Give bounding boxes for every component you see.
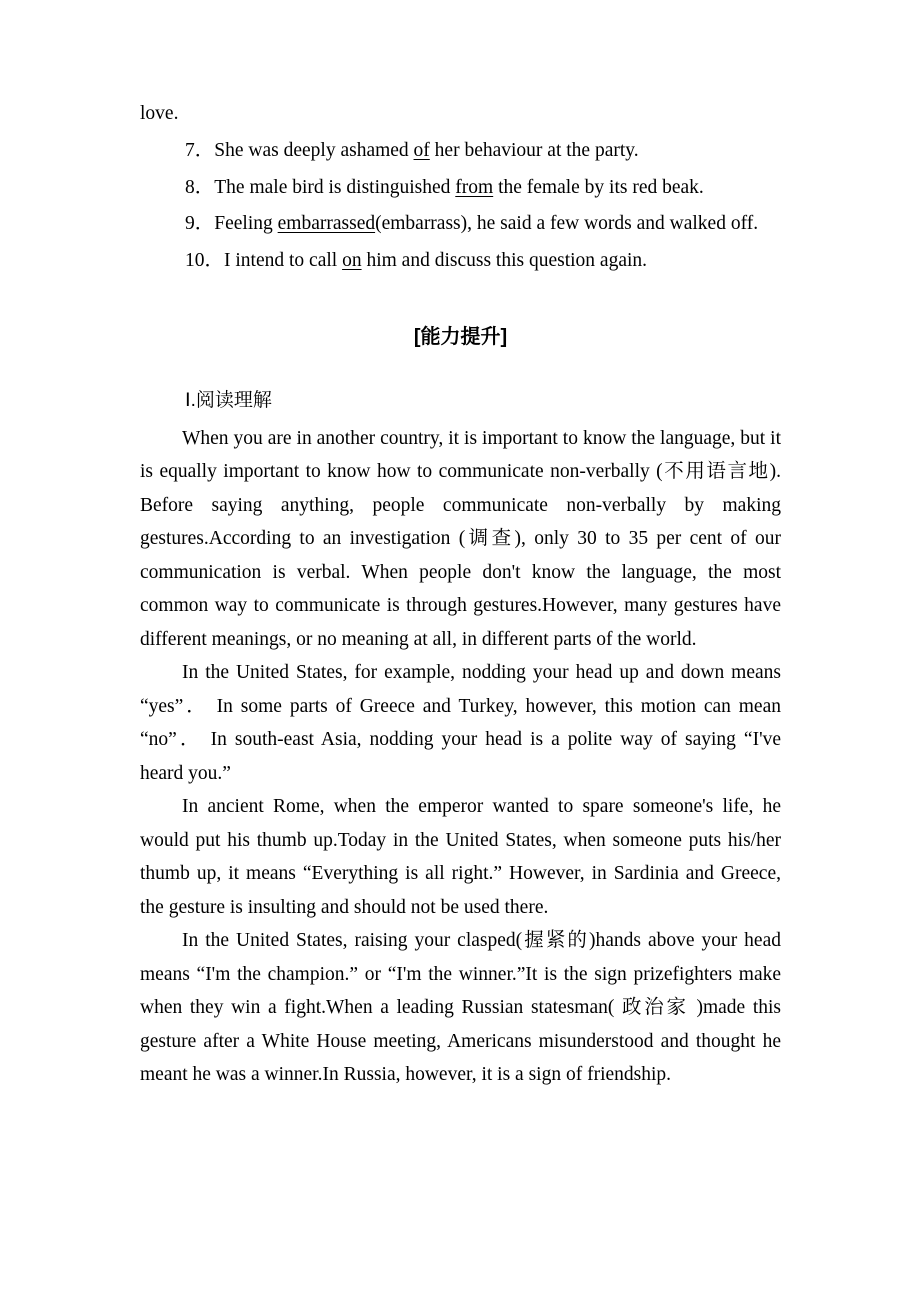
passage-paragraph: In the United States, for example, nodding your head up and down means “yes”． In some parts of Greece and Turkey, however, this motion can mean “no”． In south-east Asia, nodding your head is a polite way of saying “I've heard you.”: [140, 662, 781, 784]
underlined-answer: on: [342, 250, 362, 272]
underlined-answer: from: [455, 176, 494, 198]
underlined-answer: embarrassed: [277, 213, 376, 235]
exercise-text: him and discuss this question again.: [361, 250, 648, 272]
underlined-answer: of: [413, 139, 430, 161]
exercise-text: The male bird is distinguished: [214, 176, 456, 198]
exercise-number: 8．: [185, 176, 215, 198]
exercise-text: Feeling: [214, 213, 278, 235]
exercise-number: 9．: [185, 213, 215, 235]
section-heading: [能力提升]: [413, 325, 508, 348]
exercise-number: 7．: [185, 139, 215, 161]
exercise-item: [140, 170, 781, 207]
exercise-number: 10．: [185, 250, 225, 272]
reading-comprehension-heading: Ⅰ.阅读理解: [185, 389, 272, 411]
exercise-text: her behaviour at the party.: [429, 139, 639, 161]
exercise-item: [140, 243, 781, 280]
exercise-item: [140, 206, 781, 243]
passage-paragraph: In ancient Rome, when the emperor wanted to spare someone's life, he would put his thumb up.Today in the United States, when someone puts his/her thumb up, it means “Everything is all right.” However, in Sardinia and Greece, the gesture is insulting and should not be used there.: [140, 796, 781, 918]
exercise-text: the female by its red beak.: [493, 176, 704, 198]
passage-paragraph: In the United States, raising your clasped(握紧的)hands above your head means “I'm the champion.” or “I'm the winner.”It is the sign prizefighters make when they win a fight.When a leading Russian statesman( 政治家 )made this gesture after a White House meeting, Americans misunderstood and thought he meant he was a winner.In Russia, however, it is a sign of friendship.: [140, 930, 781, 1086]
reading-passage: [140, 422, 781, 1092]
exercise-list: [140, 133, 781, 280]
exercise-item: [140, 133, 781, 170]
exercise-text: She was deeply ashamed: [214, 139, 414, 161]
exercise-text: I intend to call: [224, 250, 343, 272]
passage-paragraph: When you are in another country, it is important to know the language, but it is equally important to know how to communicate non-verbally (不用语言地). Before saying anything, people communicate non-verbally by making gestures.According to an investigation (调查), only 30 to 35 per cent of our communication is verbal. When people don't know the language, the most common way to communicate is through gestures.However, many gestures have different meanings, or no meaning at all, in different parts of the world.: [140, 427, 781, 650]
exercise-text: (embarrass), he said a few words and walked off.: [375, 213, 759, 235]
continuation-text: love.: [140, 103, 179, 124]
